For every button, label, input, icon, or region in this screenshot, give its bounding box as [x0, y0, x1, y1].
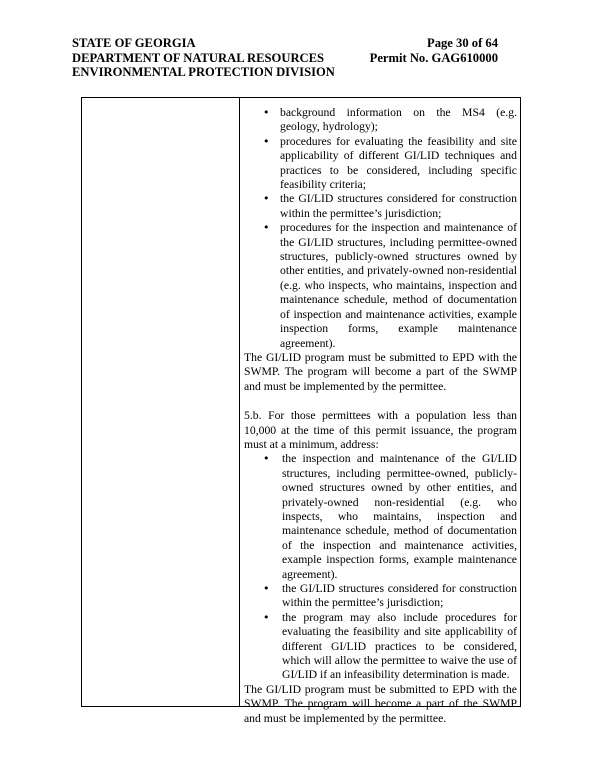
column-divider [239, 98, 240, 706]
content-cell [244, 106, 517, 726]
list-item: • the inspection and maintenance of the GI/LID structures, including permittee-owned, publicly-owned structures owned by other entities, and privately-owned non-residential (e.g. who inspects, who maintains, inspection and maintenance schedule, method of documentation of the inspection and maintenance activities, example inspection forms, example maintenance agreement). [263, 452, 517, 582]
list-item: • procedures for evaluating the feasibility and site applicability of different GI/LID techniques and practices to be considered, including specific feasibility criteria; [244, 135, 517, 193]
permit-number: Permit No. GAG610000 [369, 50, 498, 65]
content-table [81, 97, 521, 725]
list-item: • procedures for the inspection and maintenance of the GI/LID structures, including permittee-owned structures, publicly-owned structures owned by other entities, and privately-owned non-residential (e.g. who inspects, who maintains, inspection and maintenance schedule, method of documentation of inspection and maintenance activities, example inspection forms, example maintenance agreement). [244, 221, 517, 351]
page-number: Page 30 of 64 [427, 36, 498, 50]
list-item: • the GI/LID structures considered for construction within the permittee’s jurisdiction; [263, 582, 517, 611]
header-state: STATE OF GEORGIA [72, 36, 196, 50]
page-header [72, 36, 498, 80]
list-item: • background information on the MS4 (e.g. geology, hydrology); [244, 106, 517, 135]
header-department: DEPARTMENT OF NATURAL RESOURCES [72, 50, 325, 65]
list-item: • the GI/LID structures considered for construction within the permittee’s jurisdiction; [244, 192, 517, 221]
bullet-list-b [263, 452, 517, 683]
paragraph-submission-b: The GI/LID program must be submitted to EPD with the SWMP. The program will become a part of the SWMP and must be implemented by the permittee. [244, 682, 517, 725]
header-division: ENVIRONMENTAL PROTECTION DIVISION [72, 65, 335, 80]
paragraph-5b-intro: 5.b. For those permittees with a population less than 10,000 at the time of this permit issuance, the program must at a minimum, address: [244, 409, 517, 451]
paragraph-submission-a: The GI/LID program must be submitted to EPD with the SWMP. The program will become a part of the SWMP and must be implemented by the permittee. [244, 350, 517, 393]
list-item: • the program may also include procedures for evaluating the feasibility and site applicability of different GI/LID practices to be considered, which will allow the permittee to waive the use of GI/LID if an infeasibility determination is made. [263, 611, 517, 683]
bullet-list-a [244, 106, 517, 351]
